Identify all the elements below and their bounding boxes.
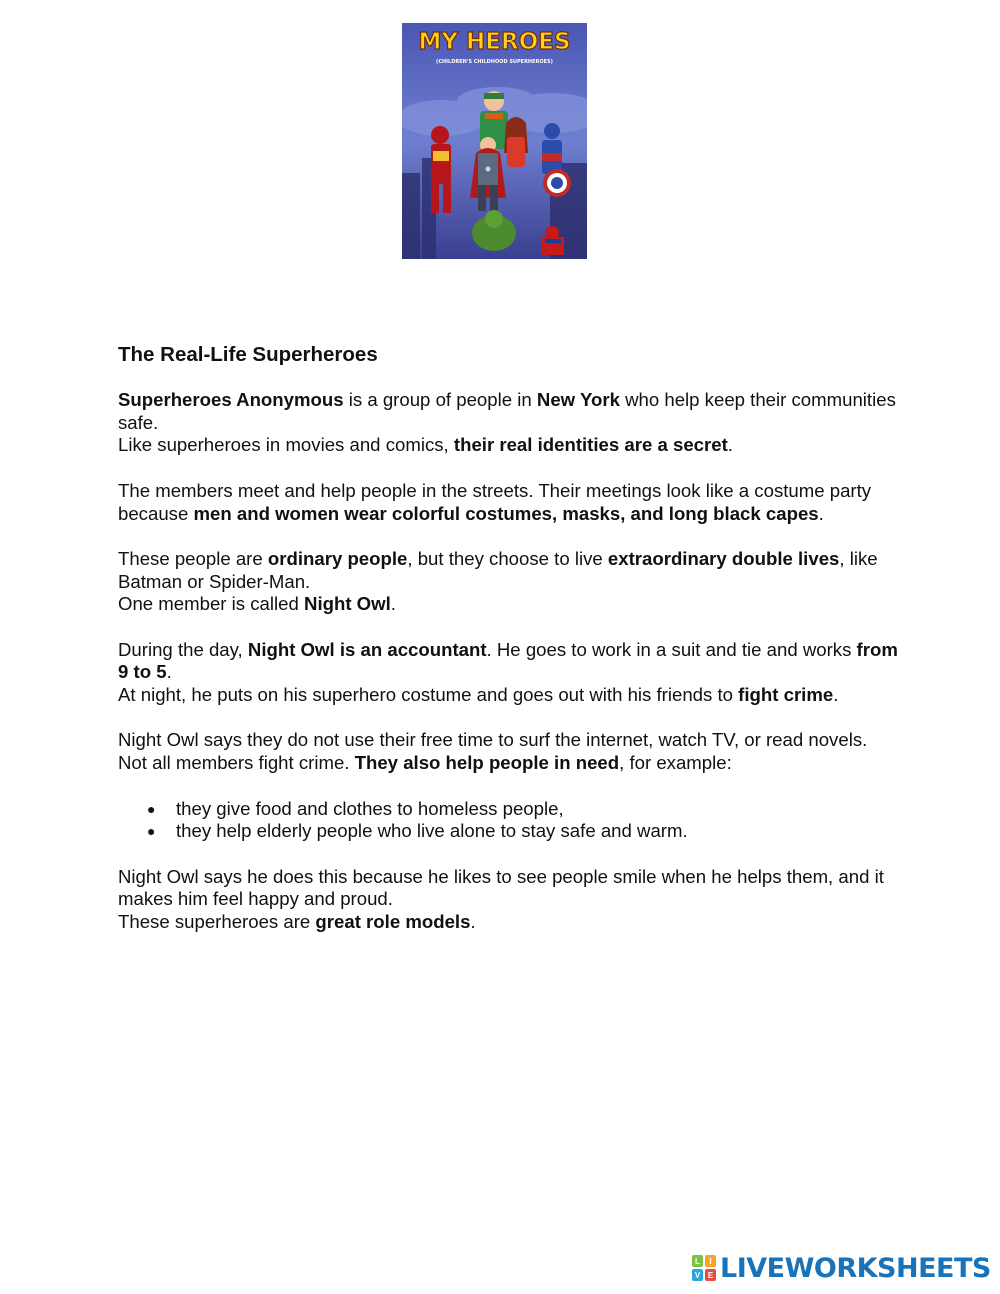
text-bold: from 9 to 5	[118, 638, 898, 683]
text: .	[833, 684, 839, 706]
text-bold: their real identities are a secret	[453, 434, 728, 456]
text: Night Owl says he does this because he likes to see people smile when he helps them, and it makes him feel happy and proud.	[118, 865, 884, 910]
article	[118, 341, 898, 956]
text: .	[727, 434, 733, 456]
text: The members meet and help people in the streets. Their meetings look like a costume party because	[118, 479, 872, 524]
text: .	[470, 911, 476, 933]
text-bold: great role models	[315, 911, 471, 933]
paragraph-5	[118, 729, 898, 774]
logo-letter: V	[692, 1269, 703, 1281]
text: These superheroes are	[118, 911, 316, 933]
paragraph-1	[118, 389, 898, 457]
text-bold: Night Owl is an accountant	[247, 638, 487, 660]
cover-subtitle: (CHILDREN'S CHILDHOOD SUPERHEROES)	[436, 59, 553, 65]
text-bold: Night Owl	[304, 593, 391, 615]
liveworksheets-logo[interactable]	[692, 1252, 991, 1284]
example-list	[118, 798, 898, 843]
text: Night Owl says they do not use their free time to surf the internet, watch TV, or read novels.	[118, 729, 868, 751]
bullet-icon: ●	[147, 823, 156, 840]
liveworksheets-text: LIVEWORKSHEETS	[720, 1252, 991, 1284]
text: , like Batman or Spider-Man.	[118, 547, 878, 592]
list-item-text: they give food and clothes to homeless people,	[176, 797, 564, 819]
text: , for example:	[619, 752, 732, 774]
paragraph-2	[118, 480, 898, 525]
text: At night, he puts on his superhero costume and goes out with his friends to	[118, 684, 739, 706]
text: is a group of people in	[343, 389, 537, 410]
text: These people are	[118, 547, 268, 569]
paragraph-6	[118, 866, 898, 934]
list-item	[147, 797, 898, 821]
text-bold: They also help people in need	[354, 752, 620, 774]
article-title: The Real-Life Superheroes	[118, 343, 378, 366]
text-bold: New York	[536, 389, 620, 410]
text: , but they choose to live	[407, 547, 608, 569]
text-bold: Superheroes Anonymous	[118, 389, 344, 410]
paragraph-3	[118, 548, 898, 616]
bullet-icon: ●	[147, 800, 156, 817]
text: Not all members fight crime.	[118, 752, 355, 774]
text: . He goes to work in a suit and tie and works	[486, 638, 857, 660]
text: .	[818, 502, 824, 524]
text: .	[166, 661, 172, 683]
list-item	[147, 820, 898, 843]
cover-title: MY HEROES	[418, 29, 571, 55]
cover-image	[402, 23, 587, 259]
logo-letter: E	[705, 1269, 716, 1281]
text-bold: ordinary people	[267, 547, 408, 569]
text: who help keep their communities safe.	[118, 389, 896, 433]
paragraph-4	[118, 639, 898, 707]
liveworksheets-mark-icon	[692, 1255, 716, 1281]
logo-letter: L	[692, 1255, 703, 1267]
text: Like superheroes in movies and comics,	[118, 434, 454, 456]
text: One member is called	[118, 593, 305, 615]
text: .	[390, 593, 396, 615]
text: During the day,	[118, 638, 248, 660]
text-bold: extraordinary double lives	[607, 547, 840, 569]
logo-letter: I	[705, 1255, 716, 1267]
text-bold: fight crime	[738, 684, 834, 706]
list-item-text: they help elderly people who live alone to stay safe and warm.	[176, 820, 688, 842]
text-bold: men and women wear colorful costumes, masks, and long black capes	[193, 502, 819, 524]
